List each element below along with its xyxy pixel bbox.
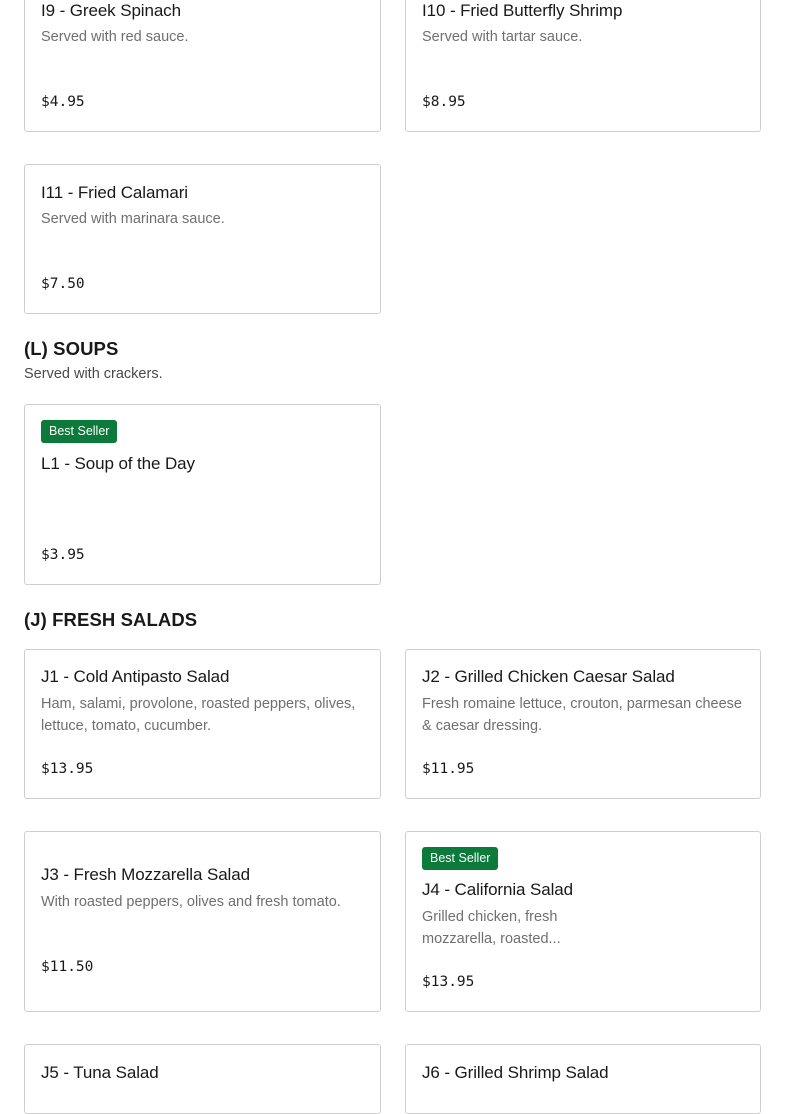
item-name: I11 - Fried Calamari [41, 183, 188, 202]
item-description: Served with red sauce. [41, 29, 189, 45]
item-name: J2 - Grilled Chicken Caesar Salad [422, 667, 675, 686]
item-price: $4.95 [41, 94, 85, 110]
item-name: J6 - Grilled Shrimp Salad [422, 1063, 609, 1082]
item-description: Ham, salami, provolone, roasted peppers, olives, lettuce, tomato, cucumber. [41, 696, 356, 734]
menu-item-card[interactable] [24, 164, 381, 314]
item-description: Served with tartar sauce. [422, 29, 583, 45]
item-price: $11.50 [41, 959, 94, 975]
menu-item-card[interactable] [405, 649, 761, 799]
best-seller-badge: Best Seller [41, 420, 117, 443]
menu-item-card[interactable] [24, 0, 381, 132]
item-price: $11.95 [422, 761, 475, 777]
item-price: $7.50 [41, 276, 85, 292]
item-price: $3.95 [41, 547, 85, 563]
menu-item-card[interactable] [405, 831, 761, 1012]
menu-item-card[interactable] [24, 1044, 381, 1114]
menu-item-card[interactable] [24, 831, 381, 1012]
item-name: J1 - Cold Antipasto Salad [41, 667, 230, 686]
item-name: J4 - California Salad [422, 880, 573, 899]
best-seller-badge: Best Seller [422, 847, 498, 870]
item-name: L1 - Soup of the Day [41, 454, 195, 473]
item-description: Served with marinara sauce. [41, 211, 225, 227]
section-subtitle: Served with crackers. [24, 366, 163, 382]
item-description: Grilled chicken, fresh mozzarella, roasted... [422, 909, 561, 947]
menu-item-card[interactable] [405, 0, 761, 132]
item-name: J3 - Fresh Mozzarella Salad [41, 865, 250, 884]
item-description: With roasted peppers, olives and fresh tomato. [41, 894, 341, 910]
item-description: Fresh romaine lettuce, crouton, parmesan cheese & caesar dressing. [422, 696, 742, 734]
item-price: $8.95 [422, 94, 466, 110]
item-price: $13.95 [41, 761, 94, 777]
menu-item-card[interactable] [24, 649, 381, 799]
item-name: I9 - Greek Spinach [41, 1, 181, 20]
section-title: (L) SOUPS [24, 338, 119, 359]
item-price: $13.95 [422, 974, 475, 990]
menu-item-card[interactable] [405, 1044, 761, 1114]
menu-item-card[interactable] [24, 404, 381, 585]
item-name: I10 - Fried Butterfly Shrimp [422, 1, 623, 20]
item-name: J5 - Tuna Salad [41, 1063, 159, 1082]
section-title: (J) FRESH SALADS [24, 609, 198, 630]
